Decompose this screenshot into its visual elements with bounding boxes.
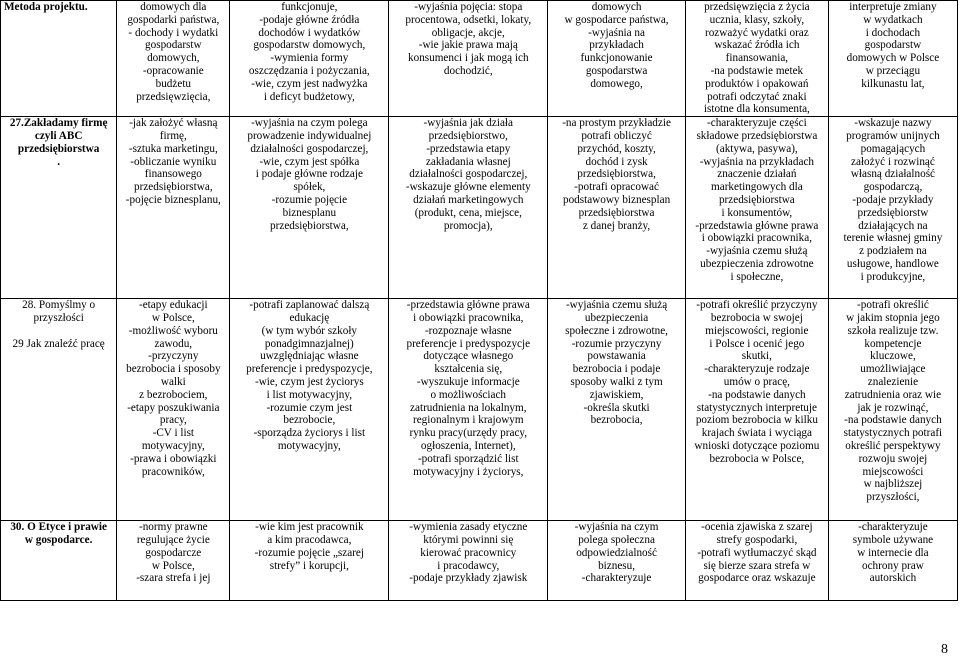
table-cell: domowych w gospodarce państwa, -wyjaśnia na przykładach funkcjonowanie gospodarstwa domowego, xyxy=(548,1,686,117)
table-cell: -ocenia zjawiska z szarej strefy gospodarki, -potrafi wytłumaczyć skąd się bierze szara strefa w gospodarce oraz wskazuje xyxy=(685,521,828,601)
table-cell: przedsięwzięcia z życia ucznia, klasy, szkoły, rozważyć wydatki oraz wskazać źródła ich finansowania, -na podstawie metek produktów i opakowań potrafi odczytać znaki istotne dla konsumenta, xyxy=(685,1,828,117)
table-cell: -wyjaśnia na czym polega prowadzenie indywidualnej działalności gospodarczej, -wie, czym jest spółka i podaje główne rodzaje spółek, -rozumie pojęcie biznesplanu przedsiębiorstwa, xyxy=(230,117,389,299)
table-row xyxy=(1,521,958,601)
table-cell: -wyjaśnia na czym polega społeczna odpowiedzialność biznesu, -charakteryzuje xyxy=(548,521,686,601)
table-body xyxy=(1,1,958,601)
table-cell: 27.Zakładamy firmę czyli ABC przedsiębiorstwa . xyxy=(1,117,117,299)
table-cell: -potrafi określić w jakim stopnia jego szkoła realizuje tzw. kompetencje kluczowe, umożliwiające znalezienie zatrudnienia oraz wie jak je rozwinąć, -na podstawie danych statystycznych potrafi określić perspektywy rozwoju swojej miejscowości w najbliższej przyszłości, xyxy=(828,299,957,521)
table-cell: -jak założyć własną firmę, -sztuka marketingu, -obliczanie wyniku finansowego przedsiębiorstwa, -pojęcie biznesplanu, xyxy=(117,117,230,299)
table-row xyxy=(1,117,958,299)
table-cell: -normy prawne regulujące życie gospodarcze w Polsce, -szara strefa i jej xyxy=(117,521,230,601)
table-cell: -potrafi określić przyczyny bezrobocia w swojej miejscowości, regionie i Polsce i ocenić jego skutki, -charakteryzuje rodzaje umów o pracę, -na podstawie danych statystycznych interpretuje poziom bezrobocia w kilku krajach świata i wyciąga wnioski dotyczące poziomu bezrobocia w Polsce, xyxy=(685,299,828,521)
table-cell: -potrafi zaplanować dalszą edukację (w tym wybór szkoły ponadgimnazjalnej) uwzględniając własne preferencje i predyspozycje, -wie, czym jest życiorys i list motywacyjny, -rozumie czym jest bezrobocie, -sporządza życiorys i list motywacyjny, xyxy=(230,299,389,521)
table-cell: funkcjonuje, -podaje główne źródła dochodów i wydatków gospodarstw domowych, -wymienia formy oszczędzania i pożyczania, -wie, czym jest nadwyżka i deficyt budżetowy, xyxy=(230,1,389,117)
table-cell: -wymienia zasady etyczne którymi powinni się kierować pracownicy i pracodawcy, -podaje przykłady zjawisk xyxy=(389,521,548,601)
table-cell: -wyjaśnia jak działa przedsiębiorstwo, -przedstawia etapy zakładania własnej działalności gospodarczej, -wskazuje główne elementy działań marketingowych (produkt, cena, miejsce, promocja), xyxy=(389,117,548,299)
table-cell: Metoda projektu. xyxy=(1,1,117,117)
table-cell: -wyjaśnia czemu służą ubezpieczenia społeczne i zdrowotne, -rozumie przyczyny powstawania bezrobocia i podaje sposoby walki z tym zjawiskiem, -określa skutki bezrobocia, xyxy=(548,299,686,521)
table-cell: -charakteryzuje części składowe przedsiębiorstwa (aktywa, pasywa), -wyjaśnia na przykładach znaczenie działań marketingowych dla przedsiębiorstwa i konsumentów, -przedstawia główne prawa i obowiązki pracownika, -wyjaśnia czemu służą ubezpieczenia zdrowotne i społeczne, xyxy=(685,117,828,299)
table-cell: 28. Pomyślmy o przyszłości 29 Jak znaleźć pracę xyxy=(1,299,117,521)
table-cell: -przedstawia główne prawa i obowiązki pracownika, -rozpoznaje własne preferencje i predyspozycje dotyczące własnego kształcenia się, -wyszukuje informacje o możliwościach zatrudnienia na lokalnym, regionalnym i krajowym rynku pracy(urzędy pracy, ogłoszenia, Internet), -potrafi sporządzić list motywacyjny i życiorys, xyxy=(389,299,548,521)
table-cell: domowych dla gospodarki państwa, - dochody i wydatki gospodarstw domowych, -opracowanie budżetu przedsięwzięcia, xyxy=(117,1,230,117)
table-cell: 30. O Etyce i prawie w gospodarce. xyxy=(1,521,117,601)
table-row xyxy=(1,1,958,117)
table-cell: -na prostym przykładzie potrafi obliczyć przychód, koszty, dochód i zysk przedsiębiorstwa, -potrafi opracować podstawowy biznesplan przedsiębiorstwa z danej branży, xyxy=(548,117,686,299)
table-cell: -wyjaśnia pojęcia: stopa procentowa, odsetki, lokaty, obligacje, akcje, -wie jakie prawa mają konsumenci i jak mogą ich dochodzić, xyxy=(389,1,548,117)
table-cell: -charakteryzuje symbole używane w internecie dla ochrony praw autorskich xyxy=(828,521,957,601)
table-cell: -etapy edukacji w Polsce, -możliwość wyboru zawodu, -przyczyny bezrobocia i sposoby walki z bezrobociem, -etapy poszukiwania pracy, -CV i list motywacyjny, -prawa i obowiązki pracowników, xyxy=(117,299,230,521)
table-cell: interpretuje zmiany w wydatkach i dochodach gospodarstw domowych w Polsce w przeciągu kilkunastu lat, xyxy=(828,1,957,117)
table-cell: -wie kim jest pracownik a kim pracodawca, -rozumie pojęcie „szarej strefy” i korupcji, xyxy=(230,521,389,601)
page-number: 8 xyxy=(941,642,948,657)
table-cell: -wskazuje nazwy programów unijnych pomagających założyć i rozwinąć własną działalność gospodarczą, -podaje przykłady przedsiębiorstw działających na terenie własnej gminy z podziałem na usługowe, handlowe i produkcyjne, xyxy=(828,117,957,299)
table-row xyxy=(1,299,958,521)
